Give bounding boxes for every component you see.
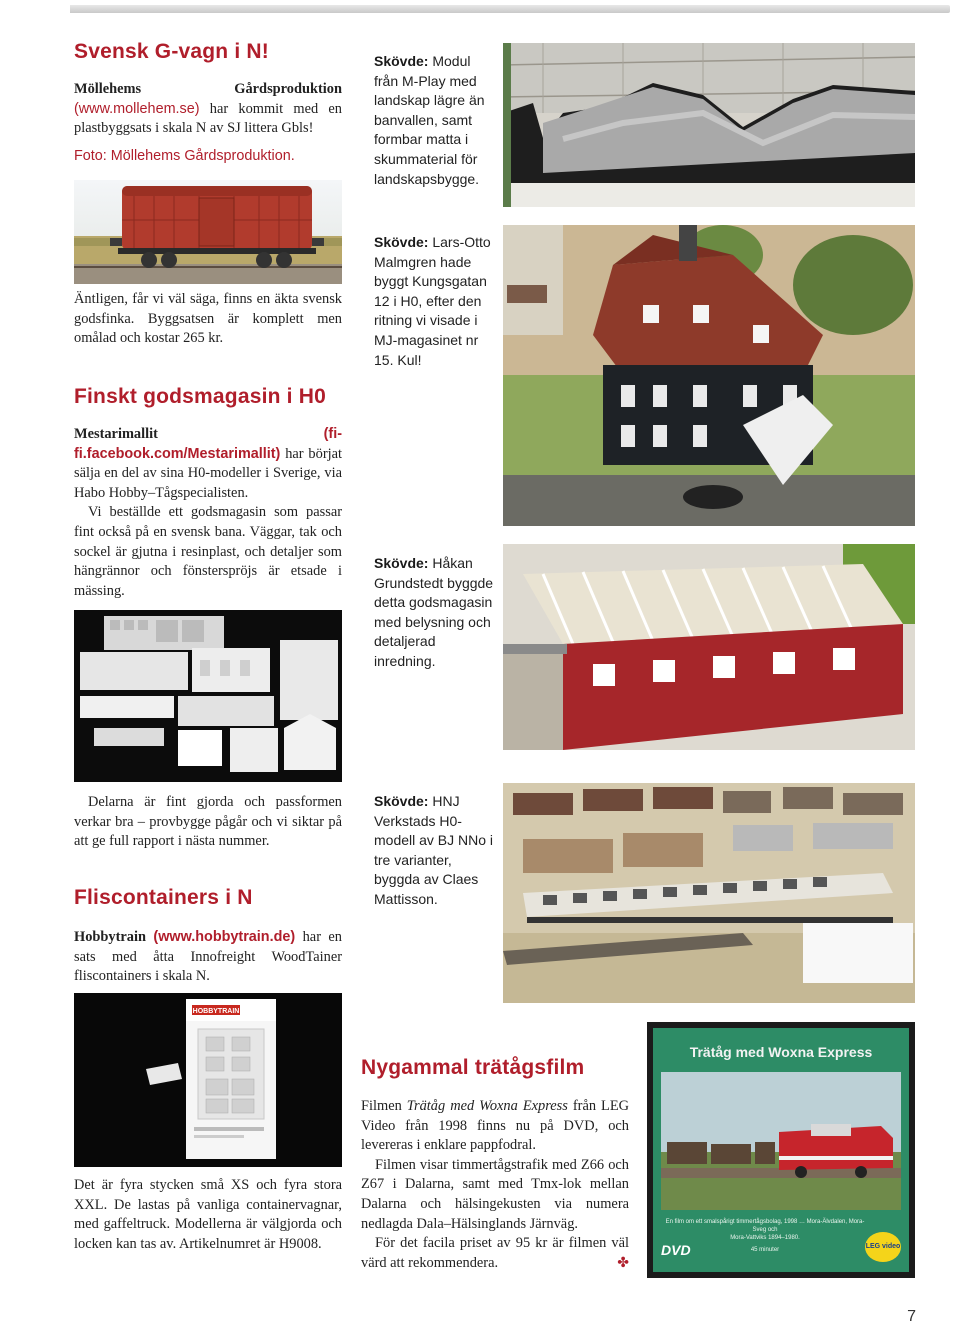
article-title-godsmagasin: Finskt godsmagasin i H0 xyxy=(74,385,326,408)
caption-skovde-module: Skövde: Modul från M-Play med landskap lägre än banvallen, samt formbar matta i skummaterial för landskapsbygge. xyxy=(374,53,485,187)
page-number: 7 xyxy=(907,1308,916,1325)
article-tratagsfilm-body: Filmen Trätåg med Woxna Express från LEG Video från 1998 finns nu på DVD, och levereras i enklare pappfodral. Filmen visar timmertågstrafik med Z66 och Z67 i Dalarna, samt med Tmx-lok mellan Dalarna och hälsingekusten via numera nedlagda Dala–Hälsinglands Järnväg. För det facila priset av 95 kr är filmen väl värd att rekommendera. ✤ xyxy=(361,1097,629,1273)
photo-kungsgatan-house xyxy=(503,225,915,526)
end-mark-icon: ✤ xyxy=(617,1254,629,1271)
photo-godsmagasin-interior xyxy=(503,544,915,750)
caption-skovde-hnj: Skövde: HNJ Verkstads H0-modell av BJ NNo i tre varianter, byggda av Claes Mattisson. xyxy=(374,793,494,907)
company-link[interactable]: (www.mollehem.se) xyxy=(74,100,200,117)
pack-brand-text: HOBBYTRAIN xyxy=(192,1008,240,1015)
photo-hnj-coaches xyxy=(503,783,915,1003)
dvd-logo: DVD xyxy=(661,1242,691,1258)
caption-resin-kit: Delarna är fint gjorda och passformen verkar bra – provbygge pågår och vi siktar på att ge full rapport i nästa nummer. xyxy=(74,794,342,850)
article-title-fliscontainers: Fliscontainers i N xyxy=(74,886,253,909)
top-rule xyxy=(0,0,960,20)
company-name: Mestarimallit xyxy=(74,426,158,442)
article-title-g-vagn: Svensk G-vagn i N! xyxy=(74,40,269,63)
leg-video-logo: LEG video xyxy=(865,1232,901,1262)
caption-hobbytrain: Det är fyra stycken små XS och fyra stora XXL. De lastas på vanliga containervagnar, med gaffeltruck. Modellerna är välgjorda och locken kan tas av. Artikelnumret är H9008. xyxy=(74,1177,342,1252)
photo-resin-kit-parts xyxy=(74,610,342,782)
article-g-vagn-body: Äntligen, får vi väl säga, finns en äkta svensk godsfinka. Byggsatsen är komplett men omålad och kostar 265 kr. xyxy=(74,291,342,347)
caption-skovde-kungsgatan: Skövde: Lars-Otto Malmgren hade byggt Kungsgatan 12 i H0, efter den ritning vi visade i MJ-magasinet nr 15. Kul! xyxy=(374,234,491,368)
caption-skovde-godsmagasin: Skövde: Håkan Grundstedt byggde detta godsmagasin med belysning och detaljerad inredning. xyxy=(374,555,494,669)
company-link[interactable]: (fi-fi.facebook.com/Mestarimallit) xyxy=(74,426,342,462)
dvd-subtitle: En film om ett smalspårigt timmertågsbolag, 1998 … Mora-Älvdalen, Mora-Sveg och Mora-Vattviks 1894–1980. 45 minuter xyxy=(665,1219,865,1253)
article-godsmagasin-body: Mestarimallit (fi-fi.facebook.com/Mestarimallit) har börjat sälja en del av sina H0-modeller i Sverige, via Habo Hobby–Tågspecialisten. Vi beställde ett godsmagasin som passar fint också på en svensk bana. Väggar, tak och sockel är gjutna i resinplast, och detaljer som hängrännor och fönsterspröjs är etsade i mässing. xyxy=(74,426,342,599)
company-name: Hobbytrain xyxy=(74,929,146,945)
article-g-vagn-intro: Möllehems Gårdsproduktion (www.mollehem.se) har kommit med en plastbyggsats i skala N av SJ littera Gbls! Foto: Möllehems Gårdsproduktion. xyxy=(74,81,342,164)
photo-module-landscape xyxy=(503,43,915,207)
company-name: Möllehems Gårdsproduktion xyxy=(74,81,342,97)
photo-hobbytrain-pack xyxy=(74,993,342,1167)
dvd-title: Trätåg med Woxna Express xyxy=(689,1044,873,1060)
photo-red-boxcar xyxy=(74,180,342,284)
article-title-tratagsfilm: Nygammal trätågsfilm xyxy=(361,1056,585,1079)
article-fliscontainers-body: Hobbytrain (www.hobbytrain.de) har en sats med åtta Innofreight WoodTainer fliscontainers i skala N. xyxy=(74,929,342,985)
photo-dvd-cover xyxy=(647,1022,915,1278)
photo-credit: Foto: Möllehems Gårdsproduktion. xyxy=(74,147,295,164)
film-title: Trätåg med Woxna Express xyxy=(406,1098,568,1114)
company-link[interactable]: (www.hobbytrain.de) xyxy=(153,929,296,945)
